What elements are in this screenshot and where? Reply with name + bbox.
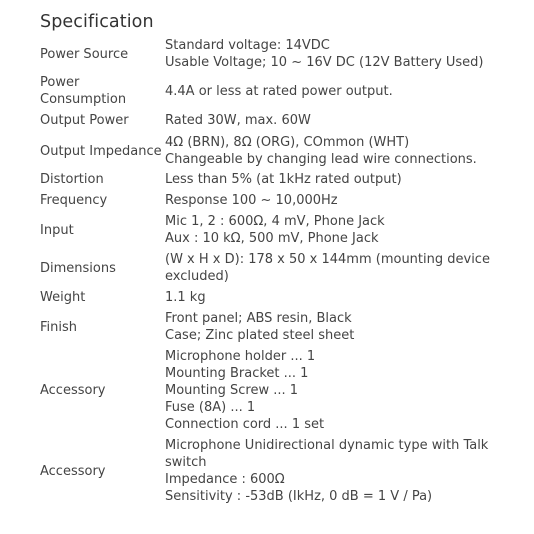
spec-label: Input <box>40 222 74 238</box>
spec-value <box>165 289 520 306</box>
spec-row-frequency <box>40 192 520 209</box>
spec-value <box>165 348 520 433</box>
spec-value <box>165 134 520 168</box>
spec-value <box>165 112 520 129</box>
spec-row-weight <box>40 289 520 306</box>
spec-value-line: 4Ω (BRN), 8Ω (ORG), COmmon (WHT) <box>165 135 410 150</box>
spec-value-line: Sensitivity : -53dB (IkHz, 0 dB = 1 V / Pa) <box>165 489 433 504</box>
spec-label: Power Consumption <box>40 75 127 107</box>
spec-value-line: Connection cord ... 1 set <box>165 417 325 432</box>
spec-value <box>165 310 520 344</box>
spec-value-line: Mounting Bracket ... 1 <box>165 366 309 381</box>
spec-value <box>165 83 520 100</box>
spec-value-line: Aux : 10 kΩ, 500 mV, Phone Jack <box>165 231 379 246</box>
spec-value-line: Fuse (8A) ... 1 <box>165 400 256 415</box>
spec-value <box>165 37 520 71</box>
spec-row-power-source <box>40 37 520 71</box>
spec-row-accessory-microphone <box>40 437 520 505</box>
spec-value <box>165 192 520 209</box>
spec-value-line: Changeable by changing lead wire connections. <box>165 152 477 167</box>
spec-row-finish <box>40 310 520 344</box>
spec-label: Weight <box>40 290 86 305</box>
spec-value <box>165 437 520 505</box>
spec-row-input <box>40 213 520 247</box>
spec-label: Frequency <box>40 193 108 208</box>
spec-row-dimensions <box>40 251 520 285</box>
spec-value <box>165 213 520 247</box>
spec-value-line: 4.4A or less at rated power output. <box>165 83 393 99</box>
spec-value-line: Impedance : 600Ω <box>165 472 285 487</box>
spec-title: Specification <box>40 12 154 32</box>
spec-row-accessory-list <box>40 348 520 433</box>
spec-label: Output Power <box>40 113 129 128</box>
spec-value-line: Microphone Unidirectional dynamic type with Talk switch <box>165 438 489 470</box>
spec-label: Distortion <box>40 172 104 187</box>
spec-label: Power Source <box>40 46 129 62</box>
spec-value-line: Rated 30W, max. 60W <box>165 113 311 128</box>
spec-value <box>165 251 520 285</box>
spec-row-distortion <box>40 171 520 188</box>
spec-value-line: Front panel; ABS resin, Black <box>165 311 352 326</box>
spec-row-power-consumption <box>40 74 520 108</box>
spec-value-line: Standard voltage: 14VDC <box>165 38 330 53</box>
spec-row-output-impedance <box>40 134 520 168</box>
spec-label: Dimensions <box>40 260 116 276</box>
spec-value-line: 1.1 kg <box>165 290 206 305</box>
spec-value <box>165 171 520 188</box>
spec-label: Output Impedance <box>40 143 162 159</box>
spec-label: Accessory <box>40 463 106 479</box>
spec-value-line: Less than 5% (at 1kHz rated output) <box>165 172 402 187</box>
spec-value-line: Response 100 ~ 10,000Hz <box>165 193 338 208</box>
spec-value-line: Usable Voltage; 10 ~ 16V DC (12V Battery Used) <box>165 55 484 70</box>
spec-value-line: Microphone holder ... 1 <box>165 349 316 364</box>
spec-row-output-power <box>40 112 520 129</box>
spec-value-line: Mic 1, 2 : 600Ω, 4 mV, Phone Jack <box>165 214 385 229</box>
spec-value-line: Mounting Screw ... 1 <box>165 383 299 398</box>
spec-label: Finish <box>40 319 78 335</box>
spec-label: Accessory <box>40 383 106 398</box>
spec-value-line: (W x H x D): 178 x 50 x 144mm (mounting device excluded) <box>165 252 490 284</box>
spec-value-line: Case; Zinc plated steel sheet <box>165 328 355 343</box>
